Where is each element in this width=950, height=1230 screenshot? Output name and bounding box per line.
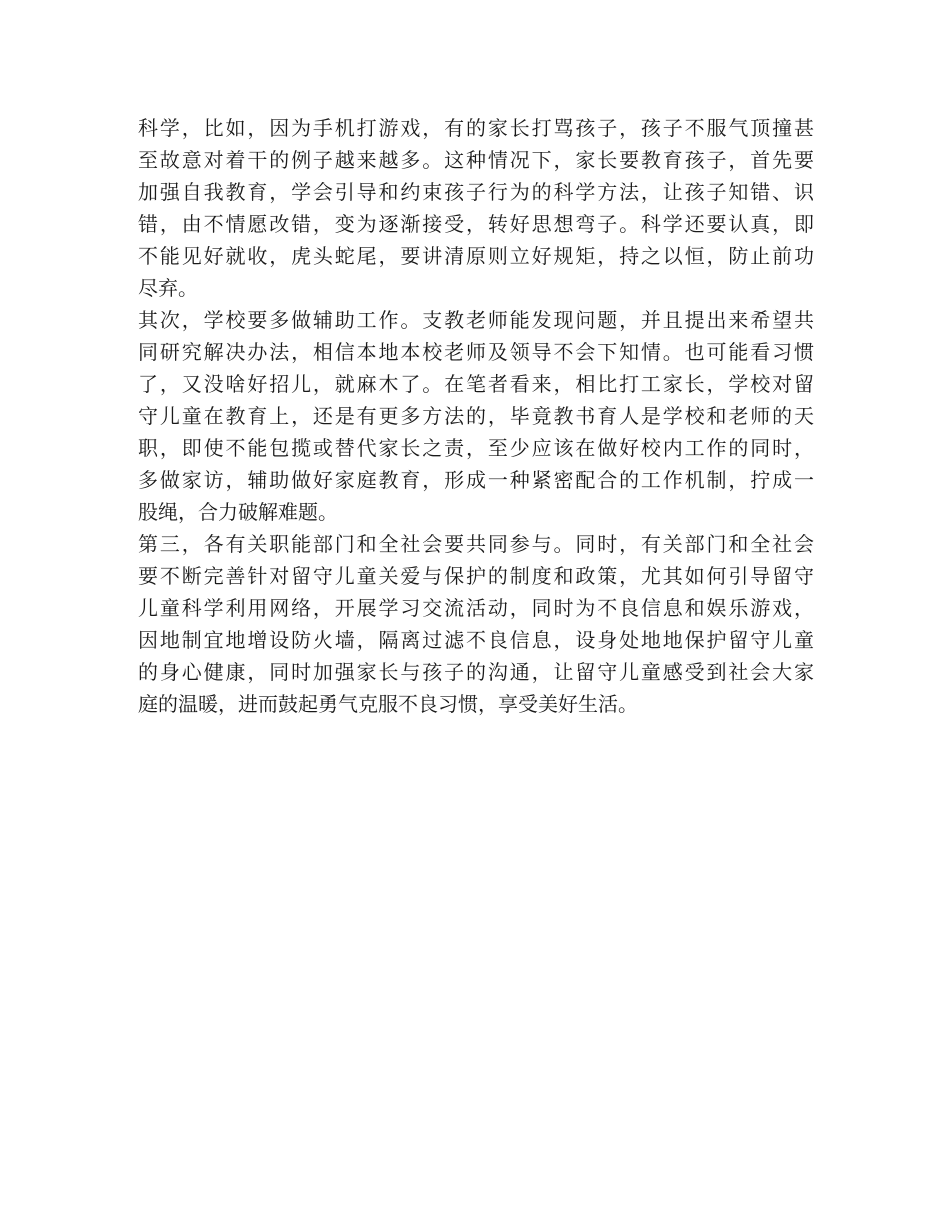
- text-line: 要不断完善针对留守儿童关爱与保护的制度和政策，尤其如何引导留守: [138, 564, 814, 588]
- text-line: 加强自我教育，学会引导和约束孩子行为的科学方法，让孩子知错、识: [138, 180, 814, 204]
- text-line: 职，即使不能包揽或替代家长之责，至少应该在做好校内工作的同时，: [138, 436, 814, 460]
- text-line: 其次，学校要多做辅助工作。支教老师能发现问题，并且提出来希望共: [138, 308, 814, 332]
- text-line: 第三，各有关职能部门和全社会要共同参与。同时，有关部门和全社会: [138, 532, 814, 556]
- text-line: 尽弃。: [138, 276, 198, 300]
- paragraph-school-support: [138, 304, 814, 528]
- body-text: [138, 112, 814, 720]
- text-line: 了，又没啥好招儿，就麻木了。在笔者看来，相比打工家长，学校对留: [138, 372, 814, 396]
- text-line: 守儿童在教育上，还是有更多方法的，毕竟教书育人是学校和老师的天: [138, 404, 814, 428]
- text-line: 科学，比如，因为手机打游戏，有的家长打骂孩子，孩子不服气顶撞甚: [138, 116, 814, 140]
- text-line: 同研究解决办法，相信本地本校老师及领导不会下知情。也可能看习惯: [138, 340, 814, 364]
- text-line: 错，由不情愿改错，变为逐渐接受，转好思想弯子。科学还要认真，即: [138, 212, 814, 236]
- text-line: 多做家访，辅助做好家庭教育，形成一种紧密配合的工作机制，拧成一: [138, 468, 814, 492]
- paragraph-family-education: [138, 112, 814, 304]
- text-line: 儿童科学利用网络，开展学习交流活动，同时为不良信息和娱乐游戏，: [138, 596, 814, 620]
- text-line: 因地制宜地增设防火墙，隔离过滤不良信息，设身处地地保护留守儿童: [138, 628, 814, 652]
- paragraph-society-participation: [138, 528, 814, 720]
- text-line: 不能见好就收，虎头蛇尾，要讲清原则立好规矩，持之以恒，防止前功: [138, 244, 814, 268]
- text-line: 庭的温暖，进而鼓起勇气克服不良习惯，享受美好生活。: [138, 692, 638, 716]
- text-line: 的身心健康，同时加强家长与孩子的沟通，让留守儿童感受到社会大家: [138, 660, 814, 684]
- text-line: 股绳，合力破解难题。: [138, 500, 338, 524]
- text-line: 至故意对着干的例子越来越多。这种情况下，家长要教育孩子，首先要: [138, 148, 814, 172]
